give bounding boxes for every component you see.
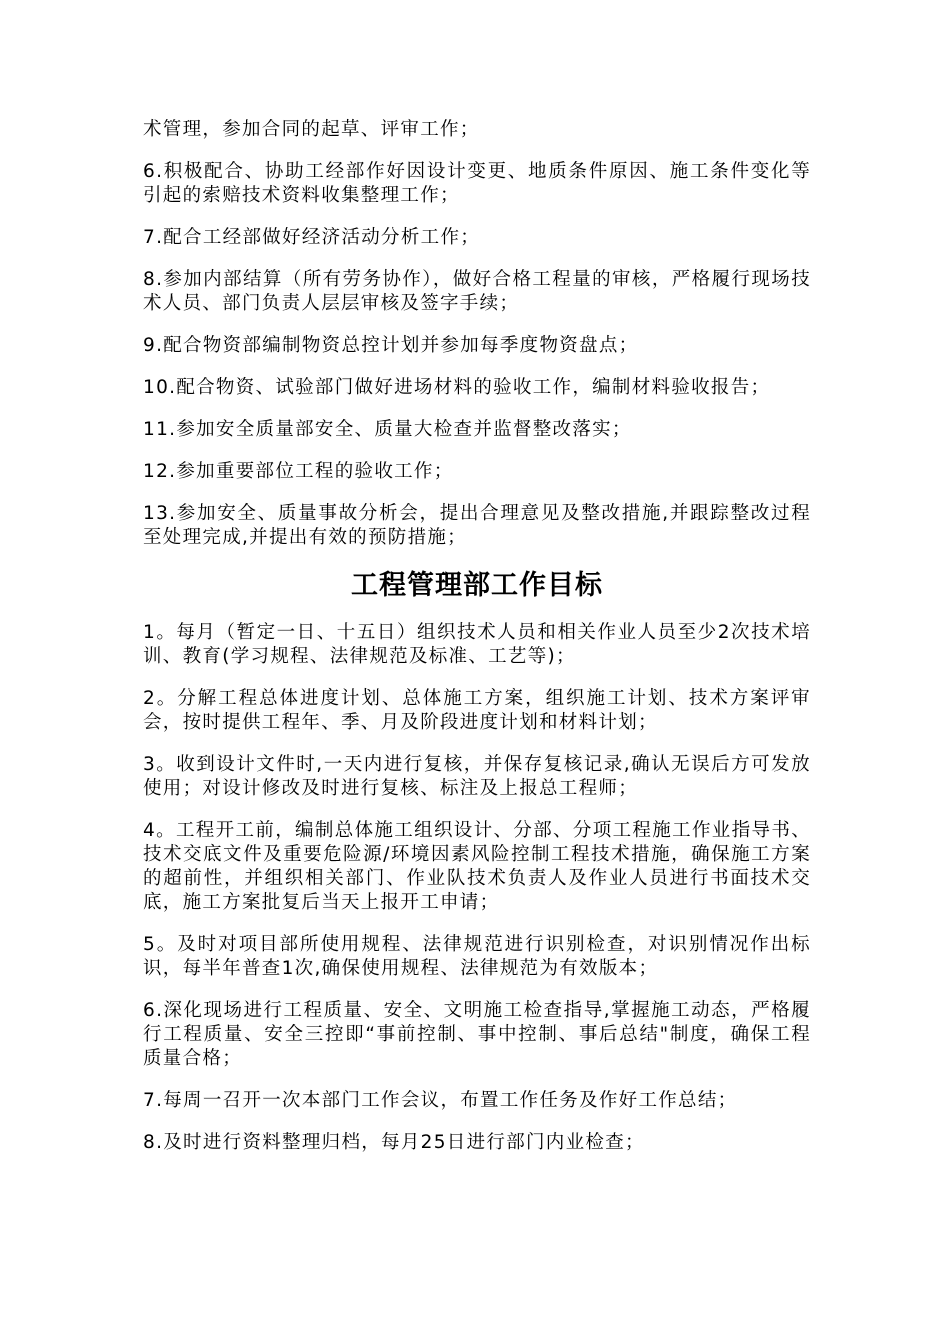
paragraph-s2-6: 7.每周一召开一次本部门工作会议，布置工作任务及作好工作总结； xyxy=(143,1090,738,1111)
paragraph-s1-6: 11.参加安全质量部安全、质量大检查并监督整改落实； xyxy=(143,419,632,440)
paragraph-s1-4: 9.配合物资部编制物资总控计划并参加每季度物资盘点； xyxy=(143,335,639,356)
paragraph-s2-3: 4。工程开工前，编制总体施工组织设计、分部、分项工程施工作业指导书、技术交底文件及重要危险源/环境因素风险控制工程技术措施，确保施工方案的超前性，并组织相关部门、作业队技术负责人及作业人员进行书面技术交底，施工方案批复后当天上报开工申请； xyxy=(143,820,811,913)
paragraph-s2-5: 6.深化现场进行工程质量、安全、文明施工检查指导,掌握施工动态，严格履行工程质量、安全三控即“事前控制、事中控制、事后总结"制度，确保工程质量合格； xyxy=(143,1000,811,1069)
section-heading: 工程管理部工作目标 xyxy=(351,570,603,601)
paragraph-s2-2: 3。收到设计文件时,一天内进行复核，并保存复核记录,确认无误后方可发放使用；对设计修改及时进行复核、标注及上报总工程师； xyxy=(143,754,811,799)
document-page xyxy=(143,118,811,1173)
paragraph-s2-1: 2。分解工程总体进度计划、总体施工方案，组织施工计划、技术方案评审会，按时提供工程年、季、月及阶段进度计划和材料计划； xyxy=(143,688,811,733)
paragraph-s2-0: 1。每月（暂定一日、十五日）组织技术人员和相关作业人员至少2次技术培训、教育(学习规程、法律规范及标准、工艺等)； xyxy=(143,622,811,667)
paragraph-s1-5: 10.配合物资、试验部门做好进场材料的验收工作，编制材料验收报告； xyxy=(143,377,771,398)
paragraph-s1-1: 6.积极配合、协助工经部作好因设计变更、地质条件原因、施工条件变化等引起的索赔技术资料收集整理工作； xyxy=(143,161,811,206)
paragraph-s2-4: 5。及时对项目部所使用规程、法律规范进行识别检查，对识别情况作出标识，每半年普查1次,确保使用规程、法律规范为有效版本； xyxy=(143,934,811,979)
paragraph-s1-0: 术管理，参加合同的起草、评审工作； xyxy=(143,119,480,140)
paragraph-s1-8: 13.参加安全、质量事故分析会，提出合理意见及整改措施,并跟踪整改过程至处理完成,并提出有效的预防措施； xyxy=(143,503,811,548)
paragraph-s1-2: 7.配合工经部做好经济活动分析工作； xyxy=(143,227,481,248)
paragraph-s1-3: 8.参加内部结算（所有劳务协作），做好合格工程量的审核，严格履行现场技术人员、部门负责人层层审核及签字手续； xyxy=(143,269,811,314)
paragraph-s2-7: 8.及时进行资料整理归档，每月25日进行部门内业检查； xyxy=(143,1132,645,1153)
paragraph-s1-7: 12.参加重要部位工程的验收工作； xyxy=(143,461,454,482)
